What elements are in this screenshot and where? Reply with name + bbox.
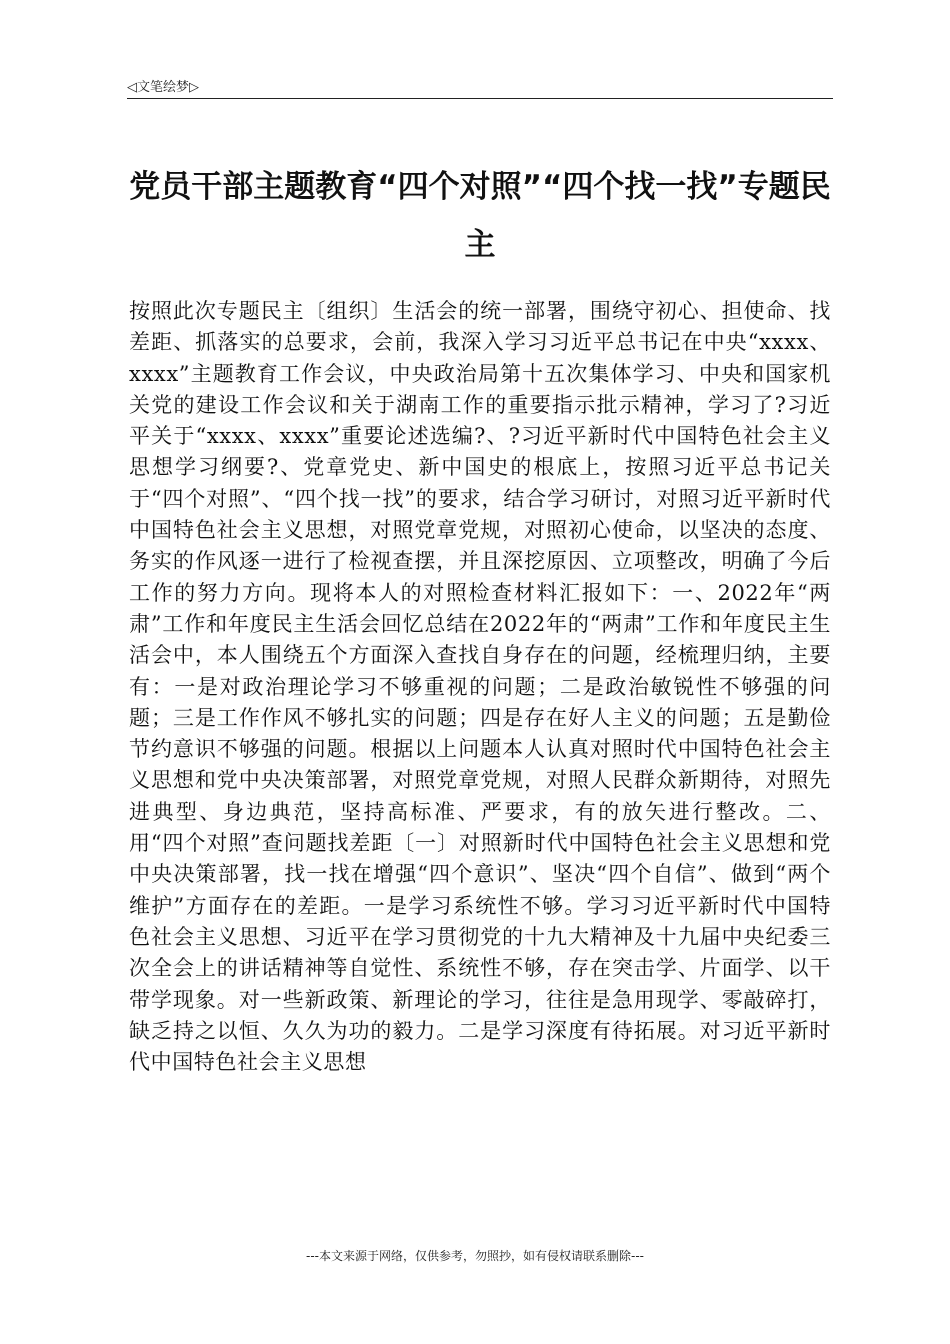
document-title: 党员干部主题教育“四个对照”“四个找一找”专题民主 xyxy=(129,169,831,263)
document-body: 按照此次专题民主〔组织〕生活会的统一部署，围绕守初心、担使命、找差距、抓落实的总要求，会前，我深入学习习近平总书记在中央“xxxx、xxxx”主题教育工作会议，中央政治局第十五次集体学习、中央和国家机关党的建设工作会议和关于湖南工作的重要指示批示精神，学习了?习近平关于“xxxx、xxxx”重要论述选编?、?习近平新时代中国特色社会主义思想学习纲要?、党章党史、新中国史的根底上，按照习近平总书记关于“四个对照”、“四个找一找”的要求，结合学习研讨，对照习近平新时代中国特色社会主义思想，对照党章党规，对照初心使命，以坚决的态度、务实的作风逐一进行了检视查摆，并且深挖原因、立项整改，明确了今后工作的努力方向。现将本人的对照检查材料汇报如下：一、2022年“两肃”工作和年度民主生活会回忆总结在2022年的“两肃”工作和年度民主生活会中，本人围绕五个方面深入查找自身存在的问题，经梳理归纳，主要有：一是对政治理论学习不够重视的问题；二是政治敏锐性不够强的问题；三是工作作风不够扎实的问题；四是存在好人主义的问题；五是勤俭节约意识不够强的问题。根据以上问题本人认真对照时代中国特色社会主义思想和党中央决策部署，对照党章党规，对照人民群众新期待，对照先进典型、身边典范，坚持高标准、严要求，有的放矢进行整改。二、用“四个对照”查问题找差距〔一〕对照新时代中国特色社会主义思想和党中央决策部署，找一找在增强“四个意识”、坚决“四个自信”、做到“两个维护”方面存在的差距。一是学习系统性不够。学习习近平新时代中国特色社会主义思想、习近平在学习贯彻党的十九大精神及十九届中央纪委三次全会上的讲话精神等自觉性、系统性不够，存在突击学、片面学、以干带学现象。对一些新政策、新理论的学习，往往是急用现学、零敲碎打，缺乏持之以恒、久久为功的毅力。二是学习深度有待拓展。对习近平新时代中国特色社会主义思想 xyxy=(129,299,831,1075)
footer-disclaimer: ---本文来源于网络，仅供参考，勿照抄，如有侵权请联系删除--- xyxy=(306,1249,644,1263)
page-header xyxy=(127,72,833,99)
header-label: ◁文笔绘梦▷ xyxy=(127,80,199,95)
